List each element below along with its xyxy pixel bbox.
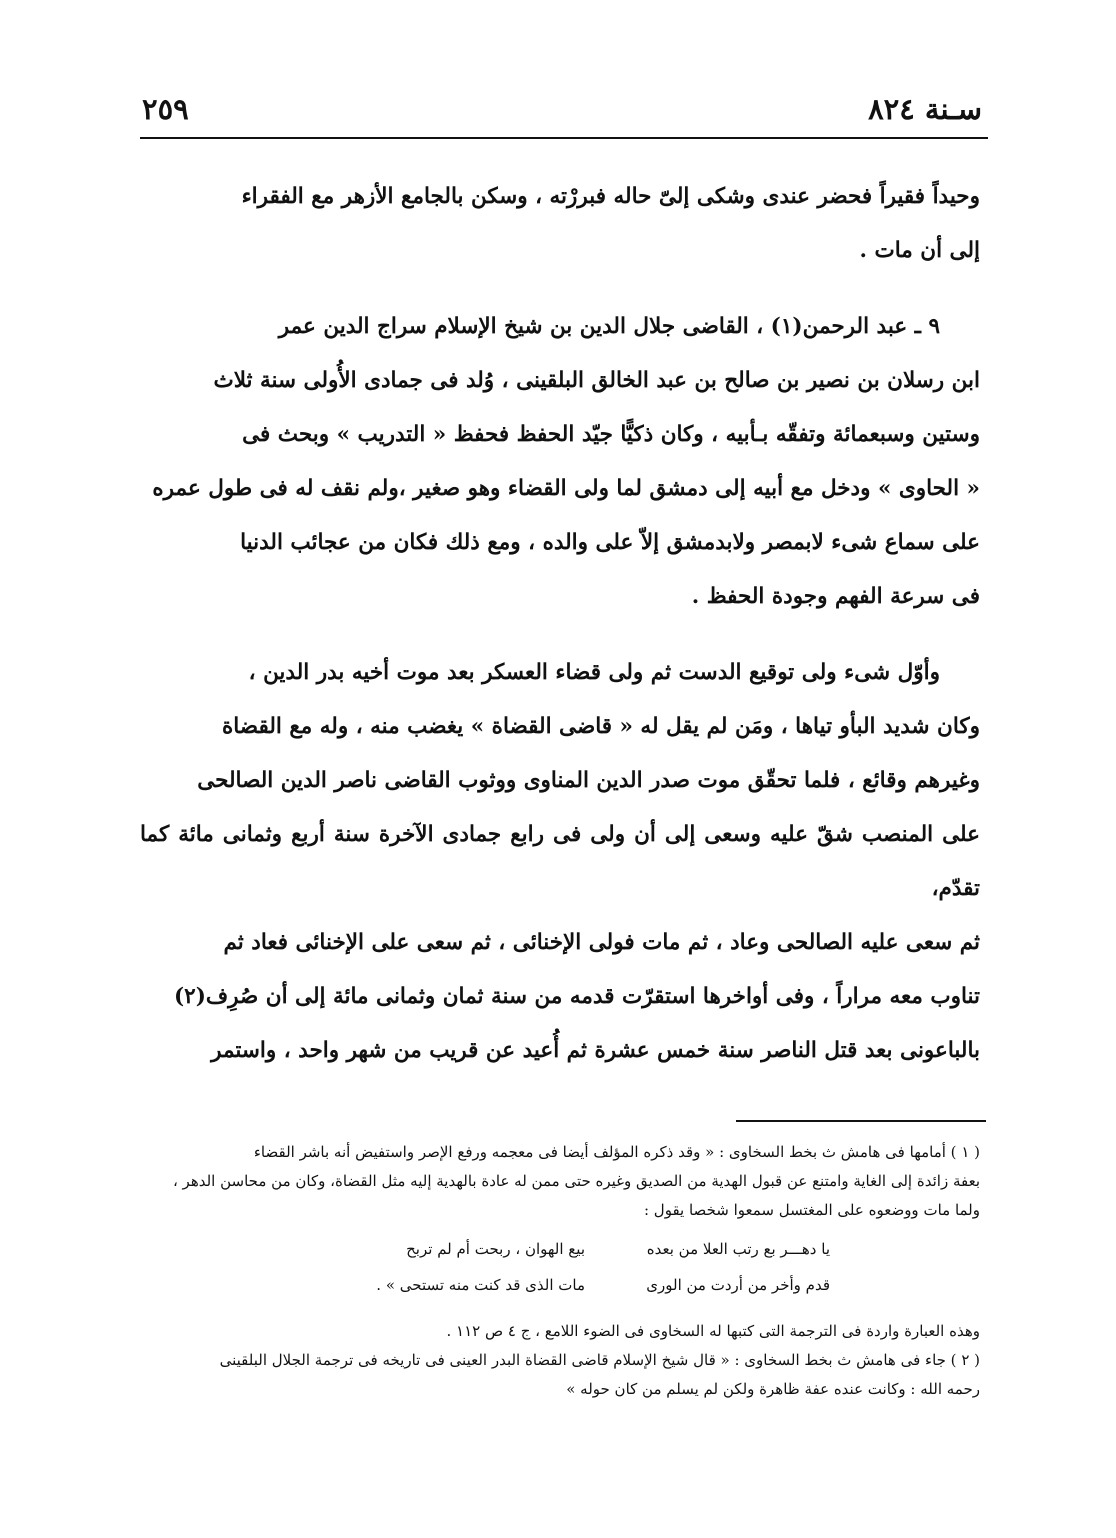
footnote-line: ( ٢ ) جاء فى هامش ث بخط السخاوى : « قال شيخ الإسلام قاضى القضاة البدر العينى فى تاريخه فى ترجمة الجلال البلقينى (219, 1351, 980, 1369)
footnote-rule (736, 1120, 986, 1122)
text-line: وأوّل شىء ولى توقيع الدست ثم ولى قضاء العسكر بعد موت أخيه بدر الدين ، (248, 660, 940, 685)
paragraph-gap (140, 624, 980, 646)
footnote-line: ( ١ ) أمامها فى هامش ث بخط السخاوى : « وقد ذكره المؤلف أيضا فى معجمه ورفع الإصر واستفيض أنه باشر القضاء (253, 1143, 980, 1161)
text-line: تناوب معه مراراً ، وفى أواخرها استقرّت قدمه من سنة ثمان وثمانى مائة إلى أن صُرِف(٢) (173, 984, 980, 1009)
paragraph-gap (140, 278, 980, 300)
footnote-line: رحمه الله : وكانت عنده عفة ظاهرة ولكن لم يسلم من كان حوله » (566, 1380, 980, 1398)
text-line: ابن رسلان بن نصير بن صالح بن عبد الخالق البلقينى ، وُلد فى جمادى الأُولى سنة ثلاث (213, 368, 980, 393)
text-line: على المنصب شقّ عليه وسعى إلى أن ولى فى رابع جمادى الآخرة سنة أربع وثمانى مائة كما تقدّم، (140, 822, 980, 901)
text-line: وحيداً فقيراً فحضر عندى وشكى إلىّ حاله فبررْته ، وسكن بالجامع الأزهر مع الفقراء (241, 184, 980, 209)
text-line: ٩ ـ عبد الرحمن(١) ، القاضى جلال الدين بن شيخ الإسلام سراج الدين عمر (278, 314, 940, 339)
text-line: وكان شديد البأو تياها ، ومَن لم يقل له « قاضى القضاة » يغضب منه ، وله مع القضاة (221, 714, 980, 739)
page-number: ٢٥٩ (142, 92, 189, 126)
verse-hemistich: يا دهـــر بع رتب العلا من بعده (646, 1240, 830, 1258)
footnote-line: بعفة زائدة إلى الغاية وامتنع عن قبول الهدية من الصديق وغيره حتى ممن له عادة بالهدية إليه مثل القضاة، وكان من محاسن الدهر ، (172, 1172, 980, 1190)
text-line: إلى أن مات . (859, 238, 980, 263)
verse-hemistich: مات الذى قد كنت منه تستحى » . (376, 1276, 585, 1294)
header-rule (140, 137, 988, 139)
main-text (140, 170, 980, 1078)
text-line: على سماع شىء لابمصر ولابدمشق إلاّ على والده ، ومع ذلك فكان من عجائب الدنيا (240, 530, 980, 555)
verse-row (140, 1231, 830, 1267)
footnote-line: ولما مات ووضعوه على المغتسل سمعوا شخصا يقول : (643, 1201, 980, 1219)
verse-hemistich: قدم وأخر من أردت من الورى (646, 1276, 830, 1294)
verse-hemistich: بيع الهوان ، ربحت أم لم تربح (406, 1240, 585, 1258)
footnote-gap (140, 1307, 980, 1317)
footnote-line: وهذه العبارة واردة فى الترجمة التى كتبها له السخاوى فى الضوء اللامع ، ج ٤ ص ١١٢ . (446, 1322, 980, 1340)
text-line: وستين وسبعمائة وتفقّه بـأبيه ، وكان ذكيًّا جيّد الحفظ فحفظ « التدريب » وبحث فى (242, 422, 980, 447)
text-line: ثم سعى عليه الصالحى وعاد ، ثم مات فولى الإخنائى ، ثم سعى على الإخنائى فعاد ثم (223, 930, 980, 955)
verse-block (140, 1231, 980, 1303)
text-line: « الحاوى » ودخل مع أبيه إلى دمشق لما ولى القضاء وهو صغير ،ولم نقف له فى طول عمره (152, 476, 980, 501)
running-head: سـنة ٨٢٤ (868, 92, 982, 126)
verse-row (140, 1267, 830, 1303)
text-line: فى سرعة الفهم وجودة الحفظ . (691, 584, 980, 609)
footnotes (140, 1138, 980, 1404)
text-line: بالباعونى بعد قتل الناصر سنة خمس عشرة ثم أُعيد عن قريب من شهر واحد ، واستمر (211, 1038, 980, 1063)
page-header (140, 86, 982, 136)
text-line: وغيرهم وقائع ، فلما تحقّق موت صدر الدين المناوى ووثوب القاضى ناصر الدين الصالحى (197, 768, 980, 793)
